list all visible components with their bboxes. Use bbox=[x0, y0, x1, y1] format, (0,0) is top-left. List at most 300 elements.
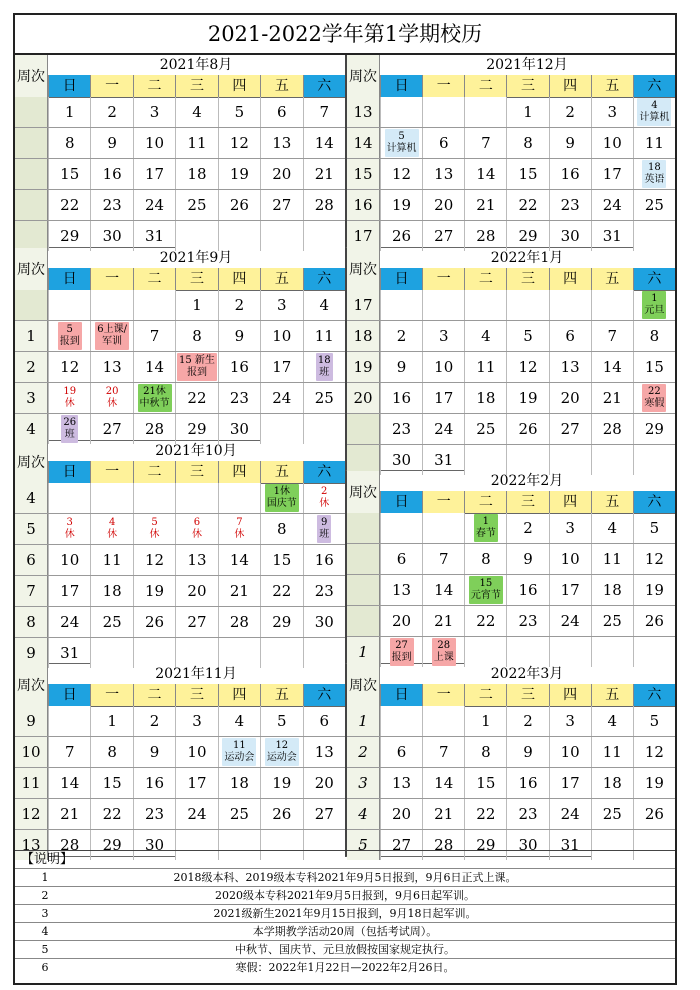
day-cell: 10 bbox=[133, 128, 175, 158]
day-cell: 13 bbox=[175, 545, 217, 575]
day-cell: 5 bbox=[260, 706, 302, 736]
day-cell: 14 bbox=[218, 545, 260, 575]
day-cell: 27 bbox=[549, 414, 591, 444]
week-column-header: 周次 bbox=[15, 248, 48, 290]
day-cell: 14 bbox=[303, 128, 345, 158]
weekday-header bbox=[379, 491, 675, 514]
day-cell: 18 bbox=[591, 575, 633, 605]
day-cell: 10 bbox=[591, 128, 633, 158]
month-days bbox=[347, 290, 675, 475]
month-days bbox=[347, 97, 675, 251]
day-cell: 6 bbox=[422, 128, 464, 158]
weekday-label: 四 bbox=[549, 684, 591, 706]
day-note bbox=[642, 160, 666, 188]
week-number bbox=[347, 575, 380, 605]
week-row bbox=[15, 706, 345, 737]
day-cell bbox=[175, 221, 217, 251]
day-cell: 10 bbox=[175, 737, 217, 767]
weekday-label: 三 bbox=[506, 75, 548, 97]
day-event: 元旦 bbox=[644, 305, 665, 316]
week-number: 15 bbox=[347, 159, 380, 189]
day-number: 3 bbox=[66, 517, 73, 528]
day-cell: 25 bbox=[218, 799, 260, 829]
day-cell: 22 bbox=[260, 576, 302, 606]
day-cell bbox=[380, 706, 422, 736]
week-number bbox=[347, 414, 380, 444]
day-cell bbox=[218, 514, 260, 544]
day-cell: 18 bbox=[591, 768, 633, 798]
day-cell: 19 bbox=[506, 383, 548, 413]
day-note bbox=[469, 576, 503, 604]
day-note bbox=[105, 515, 119, 543]
week-number: 5 bbox=[347, 830, 380, 860]
week-row bbox=[15, 128, 345, 159]
day-cell bbox=[464, 513, 506, 543]
day-note bbox=[61, 384, 78, 412]
day-note bbox=[58, 322, 82, 350]
note-row bbox=[15, 959, 675, 976]
day-cell: 3 bbox=[591, 97, 633, 127]
day-cell: 11 bbox=[90, 545, 132, 575]
day-cell: 20 bbox=[260, 159, 302, 189]
weekday-label: 日 bbox=[48, 461, 90, 483]
week-row bbox=[347, 575, 675, 606]
day-cell: 22 bbox=[175, 383, 217, 413]
weekday-label: 一 bbox=[422, 491, 464, 513]
note-text: 2020级本专科2021年9月5日报到，9月6日起军训。 bbox=[215, 889, 475, 902]
weekday-label: 日 bbox=[380, 75, 422, 97]
page-title: 2021-2022学年第1学期校历 bbox=[15, 15, 675, 55]
day-cell: 6 bbox=[549, 321, 591, 351]
week-column-header: 周次 bbox=[15, 664, 48, 706]
week-row bbox=[347, 97, 675, 128]
day-cell: 27 bbox=[260, 190, 302, 220]
day-number: 11 bbox=[233, 740, 246, 751]
month-block bbox=[345, 55, 675, 248]
day-cell: 24 bbox=[422, 414, 464, 444]
week-row bbox=[347, 321, 675, 352]
weekday-label: 二 bbox=[133, 461, 175, 483]
week-number: 3 bbox=[15, 383, 48, 413]
day-cell: 11 bbox=[303, 321, 345, 351]
day-cell: 13 bbox=[380, 768, 422, 798]
day-note bbox=[265, 738, 299, 766]
week-row bbox=[15, 799, 345, 830]
day-cell bbox=[303, 414, 345, 444]
day-cell bbox=[464, 575, 506, 605]
day-number: 4 bbox=[651, 100, 658, 111]
day-cell: 12 bbox=[633, 737, 675, 767]
day-cell: 2 bbox=[90, 97, 132, 127]
weekday-label: 日 bbox=[380, 684, 422, 706]
day-cell: 1 bbox=[464, 706, 506, 736]
day-cell: 21 bbox=[464, 190, 506, 220]
calendar-page bbox=[13, 13, 677, 985]
week-column-header: 周次 bbox=[347, 248, 380, 290]
day-number: 5 bbox=[151, 517, 158, 528]
day-cell bbox=[633, 97, 675, 127]
day-cell: 18 bbox=[90, 576, 132, 606]
weekday-header bbox=[379, 75, 675, 98]
day-event: 班 bbox=[319, 529, 330, 540]
day-cell: 27 bbox=[175, 607, 217, 637]
weekday-label: 五 bbox=[260, 75, 302, 97]
day-cell: 28 bbox=[218, 607, 260, 637]
week-row bbox=[15, 514, 345, 545]
weekday-label: 四 bbox=[549, 268, 591, 290]
day-cell: 15 bbox=[90, 768, 132, 798]
week-number bbox=[15, 221, 48, 251]
weekday-label: 六 bbox=[303, 268, 345, 290]
day-cell: 1 bbox=[48, 97, 90, 127]
week-number bbox=[347, 544, 380, 574]
weekday-label: 日 bbox=[380, 268, 422, 290]
week-number: 16 bbox=[347, 190, 380, 220]
weekday-label: 二 bbox=[464, 684, 506, 706]
day-cell bbox=[380, 97, 422, 127]
day-cell: 27 bbox=[380, 830, 422, 860]
day-cell bbox=[506, 290, 548, 320]
day-cell bbox=[422, 513, 464, 543]
day-cell: 5 bbox=[218, 97, 260, 127]
day-number: 1 bbox=[482, 516, 490, 527]
day-cell bbox=[48, 383, 90, 413]
day-cell bbox=[48, 514, 90, 544]
day-cell bbox=[633, 221, 675, 251]
day-cell: 21 bbox=[422, 606, 464, 636]
weekday-label: 六 bbox=[303, 684, 345, 706]
day-cell bbox=[380, 290, 422, 320]
day-cell: 5 bbox=[633, 706, 675, 736]
week-number bbox=[15, 190, 48, 220]
day-cell: 25 bbox=[591, 606, 633, 636]
day-cell: 18 bbox=[464, 383, 506, 413]
day-cell: 28 bbox=[464, 221, 506, 251]
day-cell: 16 bbox=[549, 159, 591, 189]
weekday-label: 五 bbox=[591, 684, 633, 706]
day-cell: 15 bbox=[506, 159, 548, 189]
week-column-header: 周次 bbox=[15, 441, 48, 483]
day-cell bbox=[48, 706, 90, 736]
day-cell: 2 bbox=[506, 513, 548, 543]
day-cell: 16 bbox=[90, 159, 132, 189]
month-days bbox=[15, 706, 345, 860]
week-number: 11 bbox=[15, 768, 48, 798]
day-cell: 21 bbox=[422, 799, 464, 829]
day-cell: 15 bbox=[48, 159, 90, 189]
day-cell: 7 bbox=[591, 321, 633, 351]
day-cell: 19 bbox=[633, 575, 675, 605]
day-cell: 3 bbox=[422, 321, 464, 351]
week-row bbox=[347, 513, 675, 544]
day-cell bbox=[175, 483, 217, 513]
weekday-label: 六 bbox=[303, 75, 345, 97]
day-cell: 25 bbox=[633, 190, 675, 220]
month-block bbox=[15, 248, 345, 441]
day-cell bbox=[218, 737, 260, 767]
note-text: 2021级新生2021年9月15日报到，9月18日起军训。 bbox=[213, 907, 477, 920]
day-cell: 17 bbox=[549, 768, 591, 798]
weekday-label: 一 bbox=[422, 75, 464, 97]
day-cell bbox=[464, 637, 506, 667]
day-cell: 20 bbox=[549, 383, 591, 413]
week-row bbox=[347, 606, 675, 637]
week-row bbox=[15, 414, 345, 444]
weekday-label: 五 bbox=[260, 684, 302, 706]
day-event: 班 bbox=[64, 429, 75, 440]
day-cell: 22 bbox=[464, 606, 506, 636]
month-title: 2021年8月 bbox=[159, 57, 233, 73]
weekday-label: 四 bbox=[218, 684, 260, 706]
day-cell: 9 bbox=[506, 544, 548, 574]
day-cell: 29 bbox=[633, 414, 675, 444]
weekday-label: 二 bbox=[133, 268, 175, 290]
day-note bbox=[177, 353, 217, 381]
day-event: 休 bbox=[107, 398, 118, 409]
weekday-label: 二 bbox=[464, 268, 506, 290]
day-cell: 25 bbox=[175, 190, 217, 220]
day-cell: 11 bbox=[591, 544, 633, 574]
note-index: 4 bbox=[41, 925, 49, 938]
day-note bbox=[232, 515, 246, 543]
week-row bbox=[347, 128, 675, 159]
week-row bbox=[15, 383, 345, 414]
month-title: 2022年1月 bbox=[490, 250, 564, 266]
day-cell bbox=[90, 321, 132, 351]
day-number: 19 bbox=[63, 386, 77, 397]
right-column bbox=[345, 55, 675, 857]
day-cell: 16 bbox=[133, 768, 175, 798]
day-cell: 1 bbox=[506, 97, 548, 127]
day-cell bbox=[380, 128, 422, 158]
day-cell: 8 bbox=[633, 321, 675, 351]
week-number bbox=[15, 290, 48, 320]
day-note bbox=[385, 129, 419, 157]
day-cell: 26 bbox=[633, 799, 675, 829]
day-cell: 22 bbox=[90, 799, 132, 829]
note-index: 3 bbox=[41, 907, 49, 920]
day-cell: 30 bbox=[303, 607, 345, 637]
day-cell: 13 bbox=[260, 128, 302, 158]
day-cell: 26 bbox=[506, 414, 548, 444]
day-cell bbox=[133, 514, 175, 544]
month-days bbox=[347, 513, 675, 667]
day-cell: 20 bbox=[380, 799, 422, 829]
day-cell: 19 bbox=[633, 768, 675, 798]
day-cell: 24 bbox=[48, 607, 90, 637]
day-cell: 16 bbox=[303, 545, 345, 575]
week-number bbox=[15, 128, 48, 158]
day-cell: 12 bbox=[48, 352, 90, 382]
week-row bbox=[15, 190, 345, 221]
weekday-label: 四 bbox=[218, 268, 260, 290]
week-number: 20 bbox=[347, 383, 380, 413]
day-event: 寒假 bbox=[644, 398, 665, 409]
day-cell: 31 bbox=[591, 221, 633, 251]
day-cell: 23 bbox=[133, 799, 175, 829]
day-note bbox=[317, 484, 331, 512]
week-number: 17 bbox=[347, 221, 380, 251]
day-cell: 5 bbox=[506, 321, 548, 351]
day-cell: 28 bbox=[133, 414, 175, 444]
note-row bbox=[15, 923, 675, 941]
day-event: 班 bbox=[319, 367, 330, 378]
day-event: 报到 bbox=[59, 336, 80, 347]
day-cell: 21 bbox=[591, 383, 633, 413]
day-note bbox=[642, 291, 666, 319]
day-cell: 18 bbox=[218, 768, 260, 798]
day-cell: 14 bbox=[422, 768, 464, 798]
day-cell: 16 bbox=[218, 352, 260, 382]
day-cell: 4 bbox=[591, 513, 633, 543]
day-cell: 11 bbox=[175, 128, 217, 158]
day-cell: 23 bbox=[506, 606, 548, 636]
weekday-label: 二 bbox=[133, 75, 175, 97]
day-cell: 7 bbox=[422, 737, 464, 767]
day-cell: 29 bbox=[48, 221, 90, 251]
day-cell: 18 bbox=[175, 159, 217, 189]
day-cell: 17 bbox=[260, 352, 302, 382]
week-number: 13 bbox=[15, 830, 48, 860]
weekday-label: 二 bbox=[464, 491, 506, 513]
day-cell bbox=[175, 514, 217, 544]
day-cell: 28 bbox=[303, 190, 345, 220]
weekday-label: 三 bbox=[175, 268, 217, 290]
day-event: 休 bbox=[149, 529, 160, 540]
day-cell bbox=[633, 637, 675, 667]
day-event: 休 bbox=[319, 498, 330, 509]
day-number: 15 新生 bbox=[179, 355, 215, 366]
day-cell: 9 bbox=[218, 321, 260, 351]
day-event: 国庆节 bbox=[266, 498, 297, 509]
day-number: 6 bbox=[193, 517, 201, 528]
note-text: 中秋节、国庆节、元旦放假按国家规定执行。 bbox=[235, 943, 455, 956]
day-event: 计算机 bbox=[639, 112, 670, 123]
day-cell: 4 bbox=[591, 706, 633, 736]
weekday-label: 六 bbox=[633, 491, 675, 513]
day-event: 休 bbox=[64, 529, 75, 540]
week-number: 4 bbox=[15, 414, 48, 444]
day-cell: 12 bbox=[133, 545, 175, 575]
week-row bbox=[347, 544, 675, 575]
day-note bbox=[265, 484, 299, 512]
weekday-header bbox=[47, 75, 345, 98]
weekday-label: 四 bbox=[218, 461, 260, 483]
day-cell: 17 bbox=[133, 159, 175, 189]
week-number: 6 bbox=[15, 545, 48, 575]
day-event: 报到 bbox=[186, 367, 207, 378]
weekday-label: 五 bbox=[260, 461, 302, 483]
day-cell bbox=[260, 221, 302, 251]
day-cell: 26 bbox=[218, 190, 260, 220]
day-event: 休 bbox=[191, 529, 202, 540]
week-row bbox=[15, 545, 345, 576]
note-index: 2 bbox=[41, 889, 49, 902]
month-title: 2021年12月 bbox=[486, 57, 568, 73]
weekday-label: 一 bbox=[422, 684, 464, 706]
day-cell: 2 bbox=[380, 321, 422, 351]
note-row bbox=[15, 887, 675, 905]
month-block bbox=[345, 248, 675, 471]
week-number: 1 bbox=[347, 637, 380, 667]
day-cell: 6 bbox=[380, 544, 422, 574]
day-cell: 13 bbox=[380, 575, 422, 605]
weekday-label: 三 bbox=[175, 684, 217, 706]
day-cell: 23 bbox=[218, 383, 260, 413]
day-cell: 9 bbox=[380, 352, 422, 382]
week-row bbox=[347, 383, 675, 414]
day-cell: 8 bbox=[90, 737, 132, 767]
day-cell: 6 bbox=[260, 97, 302, 127]
day-cell: 14 bbox=[591, 352, 633, 382]
day-cell: 27 bbox=[422, 221, 464, 251]
week-row bbox=[347, 414, 675, 445]
day-cell: 12 bbox=[380, 159, 422, 189]
day-cell: 26 bbox=[260, 799, 302, 829]
day-cell bbox=[218, 221, 260, 251]
day-number: 5 bbox=[398, 131, 405, 142]
day-cell bbox=[48, 483, 90, 513]
note-index: 6 bbox=[41, 961, 49, 974]
day-cell: 13 bbox=[303, 737, 345, 767]
day-cell: 21 bbox=[48, 799, 90, 829]
week-number bbox=[347, 606, 380, 636]
day-cell bbox=[48, 290, 90, 320]
day-cell bbox=[380, 513, 422, 543]
day-cell: 2 bbox=[133, 706, 175, 736]
day-event: 休 bbox=[107, 529, 118, 540]
day-cell: 12 bbox=[506, 352, 548, 382]
day-cell: 15 bbox=[633, 352, 675, 382]
week-number: 19 bbox=[347, 352, 380, 382]
day-number: 2 bbox=[321, 486, 328, 497]
day-event: 军训 bbox=[102, 336, 123, 347]
day-number: 1休 bbox=[273, 486, 290, 497]
day-cell bbox=[303, 483, 345, 513]
weekday-label: 六 bbox=[633, 684, 675, 706]
day-cell: 2 bbox=[218, 290, 260, 320]
day-cell: 3 bbox=[260, 290, 302, 320]
day-cell bbox=[464, 97, 506, 127]
day-number: 6上课/ bbox=[97, 324, 127, 335]
day-cell: 1 bbox=[175, 290, 217, 320]
day-cell: 3 bbox=[549, 513, 591, 543]
day-number: 7 bbox=[236, 517, 243, 528]
day-cell: 8 bbox=[48, 128, 90, 158]
day-cell bbox=[422, 97, 464, 127]
week-row bbox=[347, 768, 675, 799]
weekday-label: 三 bbox=[506, 684, 548, 706]
day-cell bbox=[260, 414, 302, 444]
day-cell bbox=[303, 221, 345, 251]
day-cell: 11 bbox=[633, 128, 675, 158]
notes-header: 【说明】 bbox=[15, 850, 675, 869]
day-cell bbox=[260, 737, 302, 767]
day-cell bbox=[549, 290, 591, 320]
day-cell: 20 bbox=[422, 190, 464, 220]
day-cell: 11 bbox=[464, 352, 506, 382]
weekday-label: 二 bbox=[133, 684, 175, 706]
day-cell: 27 bbox=[303, 799, 345, 829]
day-cell: 25 bbox=[464, 414, 506, 444]
day-cell: 19 bbox=[133, 576, 175, 606]
day-cell: 20 bbox=[380, 606, 422, 636]
weekday-label: 三 bbox=[175, 461, 217, 483]
day-cell: 7 bbox=[133, 321, 175, 351]
day-cell: 7 bbox=[464, 128, 506, 158]
day-cell: 17 bbox=[549, 575, 591, 605]
week-row bbox=[15, 737, 345, 768]
